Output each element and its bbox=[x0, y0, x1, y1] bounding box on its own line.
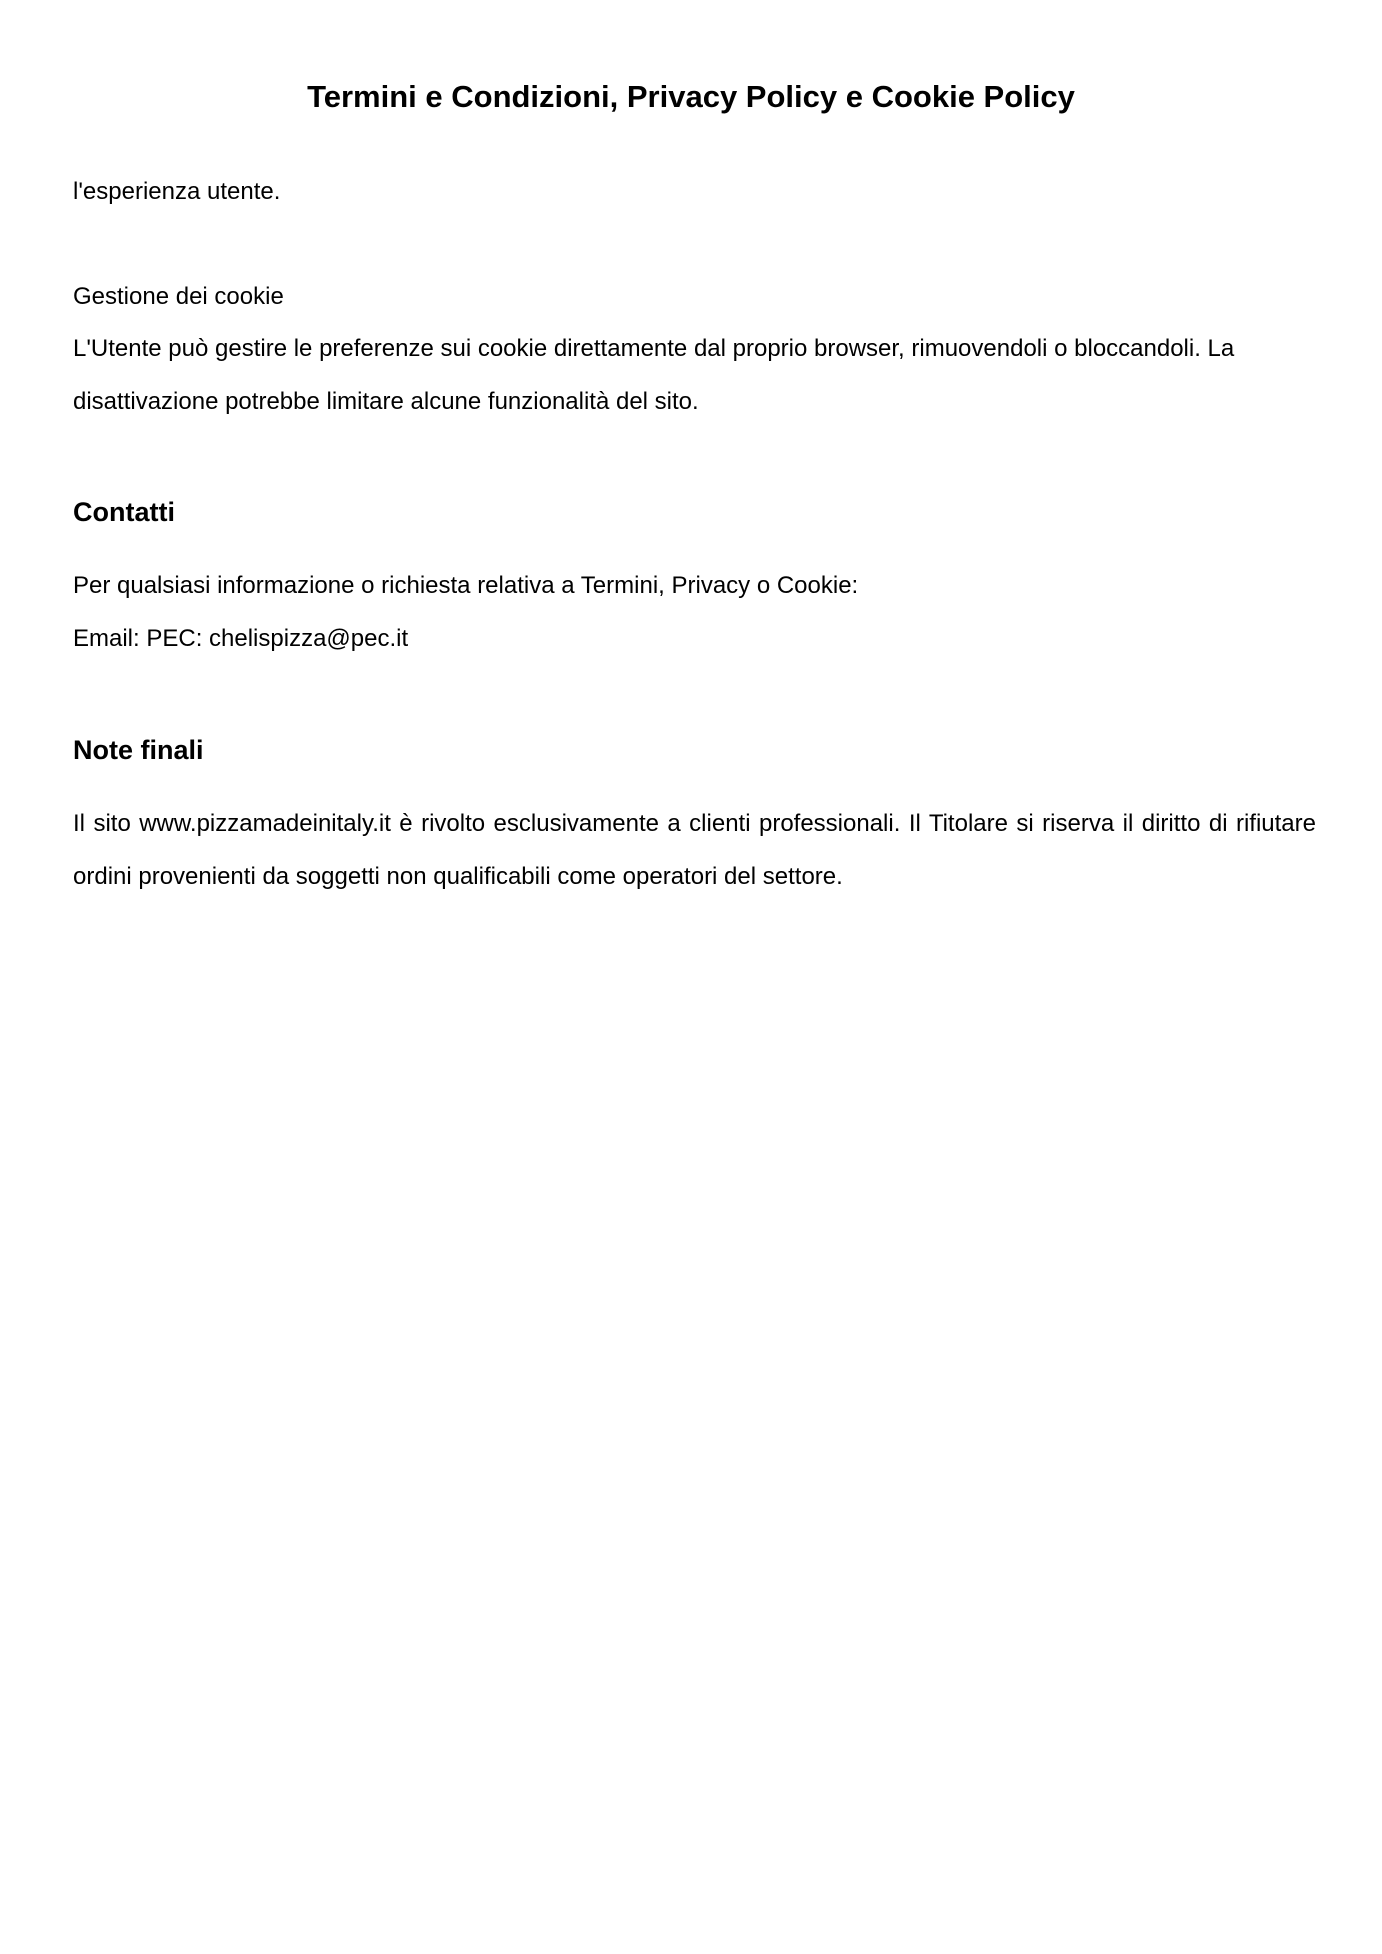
final-notes-body: Il sito www.pizzamadeinitaly.it è rivolto esclusivamente a clienti professionali. Il Titolare si riserva il diritto di rifiutare ordini provenienti da soggetti non qualificabili come operatori del settore. bbox=[73, 810, 1316, 890]
contacts-heading: Contatti bbox=[73, 497, 175, 527]
contacts-intro: Per qualsiasi informazione o richiesta relativa a Termini, Privacy o Cookie: bbox=[73, 572, 859, 599]
cookie-management-heading: Gestione dei cookie bbox=[73, 283, 284, 310]
final-notes-heading: Note finali bbox=[73, 735, 204, 765]
continuation-text: l'esperienza utente. bbox=[73, 178, 281, 205]
document-title: Termini e Condizioni, Privacy Policy e Cookie Policy bbox=[307, 79, 1075, 114]
contacts-email: Email: PEC: chelispizza@pec.it bbox=[73, 625, 409, 652]
cookie-management-body: L'Utente può gestire le preferenze sui cookie direttamente dal proprio browser, rimuovendoli o bloccandoli. La disattivazione potrebbe limitare alcune funzionalità del sito. bbox=[73, 335, 1235, 415]
